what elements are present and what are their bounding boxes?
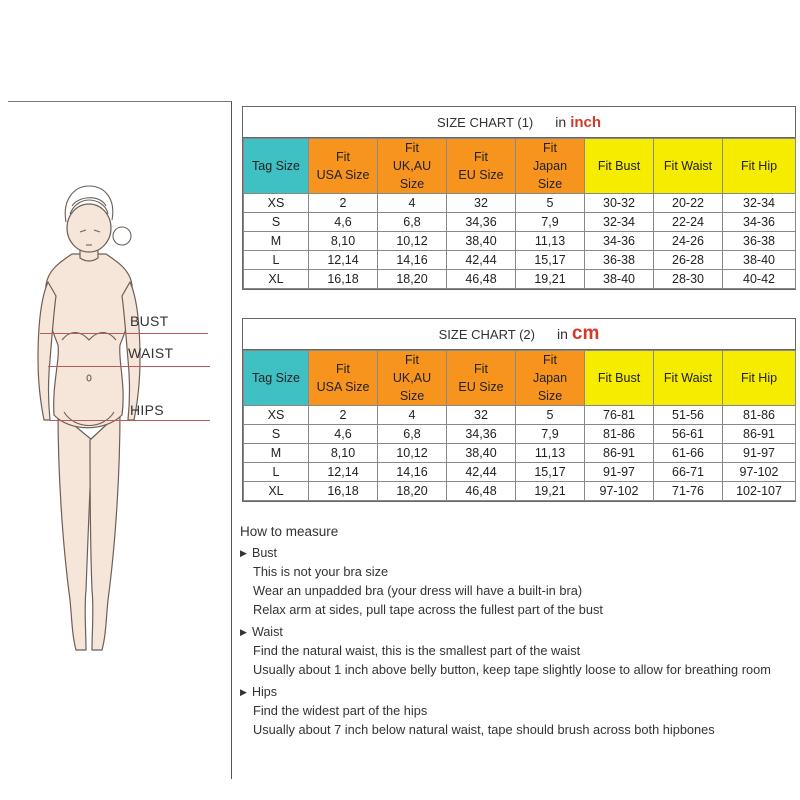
- table-cell: 76-81: [585, 406, 654, 425]
- column-header: Fit Hip: [723, 139, 796, 194]
- triangle-right-icon: ▶: [240, 547, 247, 558]
- unit-prefix: in: [556, 326, 568, 342]
- guide-title: How to measure: [240, 524, 339, 539]
- table-cell: 5: [516, 406, 585, 425]
- column-header: Fit UK,AU Size: [378, 139, 447, 194]
- table-cell: 14,16: [378, 463, 447, 482]
- bust-label: BUST: [130, 313, 169, 329]
- body-figure-illustration: [0, 0, 232, 780]
- hips-label: HIPS: [130, 402, 164, 418]
- table-cell: 61-66: [654, 444, 723, 463]
- table-cell: 81-86: [585, 425, 654, 444]
- table-cell: 18,20: [378, 270, 447, 289]
- table-cell: 32-34: [585, 213, 654, 232]
- table-row: [244, 270, 796, 289]
- table-cell: 7,9: [516, 213, 585, 232]
- table-cell: 6,8: [378, 425, 447, 444]
- table-cell: 91-97: [723, 444, 796, 463]
- size-tag-cell: XS: [244, 406, 309, 425]
- table-cell: 66-71: [654, 463, 723, 482]
- table-cell: 19,21: [516, 270, 585, 289]
- table-cell: 81-86: [723, 406, 796, 425]
- waist-label: WAIST: [128, 345, 174, 361]
- column-header: Tag Size: [244, 139, 309, 194]
- column-header: Fit Japan Size: [516, 139, 585, 194]
- table-cell: 51-56: [654, 406, 723, 425]
- table-cell: 38-40: [723, 251, 796, 270]
- bust-line: [40, 333, 208, 334]
- table-cell: 15,17: [516, 463, 585, 482]
- table-cell: 2: [309, 194, 378, 213]
- table-row: [244, 463, 796, 482]
- table-cell: 12,14: [309, 463, 378, 482]
- guide-line: Find the widest part of the hips: [253, 703, 428, 718]
- table-cell: 40-42: [723, 270, 796, 289]
- table-cell: 7,9: [516, 425, 585, 444]
- size-chart-inch: [242, 106, 796, 290]
- table-cell: 91-97: [585, 463, 654, 482]
- table-cell: 32-34: [723, 194, 796, 213]
- table-cell: 38,40: [447, 232, 516, 251]
- table-cell: 10,12: [378, 444, 447, 463]
- waist-line: [48, 366, 210, 367]
- header-row: [244, 351, 796, 406]
- unit-label: inch: [570, 113, 602, 131]
- table-cell: 15,17: [516, 251, 585, 270]
- table-cell: 46,48: [447, 482, 516, 501]
- table-cell: 42,44: [447, 251, 516, 270]
- guide-section-bust: [240, 544, 800, 562]
- hips-line: [50, 420, 210, 421]
- table-cell: 2: [309, 406, 378, 425]
- table-row: [244, 406, 796, 425]
- table-cell: 42,44: [447, 463, 516, 482]
- chart-title: [243, 319, 795, 350]
- column-header: Fit EU Size: [447, 351, 516, 406]
- chart-title-text: SIZE CHART (1): [436, 114, 534, 130]
- table-cell: 6,8: [378, 213, 447, 232]
- column-header: Fit Hip: [723, 351, 796, 406]
- table-cell: 28-30: [654, 270, 723, 289]
- table-cell: 32: [447, 406, 516, 425]
- table-cell: 20-22: [654, 194, 723, 213]
- guide-line: Usually about 7 inch below natural waist, tape should brush across both hipbones: [253, 722, 715, 737]
- guide-line: Wear an unpadded bra (your dress will have a built-in bra): [253, 583, 583, 598]
- table-cell: 16,18: [309, 482, 378, 501]
- column-header: Fit Waist: [654, 139, 723, 194]
- unit-prefix: in: [555, 114, 567, 130]
- table-cell: 22-24: [654, 213, 723, 232]
- column-header: Fit USA Size: [309, 351, 378, 406]
- table-cell: 12,14: [309, 251, 378, 270]
- table-cell: 46,48: [447, 270, 516, 289]
- table-cell: 34-36: [585, 232, 654, 251]
- size-tag-cell: L: [244, 463, 309, 482]
- header-row: [244, 139, 796, 194]
- chart-title-text: SIZE CHART (2): [438, 326, 535, 342]
- table-cell: 30-32: [585, 194, 654, 213]
- size-tag-cell: M: [244, 444, 309, 463]
- table-cell: 86-91: [723, 425, 796, 444]
- column-header: Fit UK,AU Size: [378, 351, 447, 406]
- table-cell: 32: [447, 194, 516, 213]
- column-header: Fit USA Size: [309, 139, 378, 194]
- guide-line: This is not your bra size: [253, 564, 389, 579]
- column-header: Fit EU Size: [447, 139, 516, 194]
- table-cell: 19,21: [516, 482, 585, 501]
- table-cell: 14,16: [378, 251, 447, 270]
- size-tag-cell: M: [244, 232, 309, 251]
- column-header: Fit Bust: [585, 139, 654, 194]
- table-cell: 11,13: [516, 232, 585, 251]
- triangle-right-icon: ▶: [240, 626, 247, 637]
- table-cell: 86-91: [585, 444, 654, 463]
- table-cell: 102-107: [723, 482, 796, 501]
- guide-line: Usually about 1 inch above belly button, keep tape slightly loose to allow for breathing room: [253, 662, 771, 677]
- guide-section-title: Waist: [252, 625, 283, 639]
- size-chart-cm: [242, 318, 796, 502]
- chart-title: [243, 107, 795, 138]
- column-header: Fit Japan Size: [516, 351, 585, 406]
- how-to-measure: [240, 524, 800, 739]
- table-cell: 34-36: [723, 213, 796, 232]
- table-cell: 8,10: [309, 232, 378, 251]
- table-cell: 97-102: [723, 463, 796, 482]
- table-cell: 56-61: [654, 425, 723, 444]
- table-cell: 4: [378, 406, 447, 425]
- table-cell: 11,13: [516, 444, 585, 463]
- guide-section-hips: [240, 683, 800, 701]
- table-cell: 36-38: [723, 232, 796, 251]
- table-cell: 4,6: [309, 213, 378, 232]
- table-cell: 16,18: [309, 270, 378, 289]
- table-cell: 5: [516, 194, 585, 213]
- column-header: Fit Waist: [654, 351, 723, 406]
- table-cell: 34,36: [447, 425, 516, 444]
- table-cell: 38-40: [585, 270, 654, 289]
- triangle-right-icon: ▶: [240, 686, 247, 697]
- size-tag-cell: XL: [244, 482, 309, 501]
- table-cell: 71-76: [654, 482, 723, 501]
- table-row: [244, 213, 796, 232]
- table-cell: 4: [378, 194, 447, 213]
- table-cell: 24-26: [654, 232, 723, 251]
- table-cell: 10,12: [378, 232, 447, 251]
- table-cell: 4,6: [309, 425, 378, 444]
- column-header: Tag Size: [244, 351, 309, 406]
- size-tag-cell: XL: [244, 270, 309, 289]
- size-tag-cell: XS: [244, 194, 309, 213]
- table-row: [244, 444, 796, 463]
- table-row: [244, 194, 796, 213]
- size-tag-cell: S: [244, 425, 309, 444]
- table-cell: 34,36: [447, 213, 516, 232]
- table-row: [244, 251, 796, 270]
- guide-line: Find the natural waist, this is the smallest part of the waist: [253, 643, 581, 658]
- table-row: [244, 425, 796, 444]
- guide-section-title: Hips: [252, 685, 278, 699]
- unit-label: cm: [571, 323, 600, 344]
- size-tag-cell: S: [244, 213, 309, 232]
- column-header: Fit Bust: [585, 351, 654, 406]
- guide-line: Relax arm at sides, pull tape across the fullest part of the bust: [253, 602, 603, 617]
- size-tag-cell: L: [244, 251, 309, 270]
- table-row: [244, 482, 796, 501]
- table-cell: 97-102: [585, 482, 654, 501]
- size-table: [243, 138, 796, 289]
- guide-section-title: Bust: [252, 546, 278, 560]
- size-table: [243, 350, 796, 501]
- guide-section-waist: [240, 623, 800, 641]
- table-cell: 8,10: [309, 444, 378, 463]
- table-cell: 26-28: [654, 251, 723, 270]
- table-cell: 38,40: [447, 444, 516, 463]
- table-cell: 36-38: [585, 251, 654, 270]
- table-cell: 18,20: [378, 482, 447, 501]
- table-row: [244, 232, 796, 251]
